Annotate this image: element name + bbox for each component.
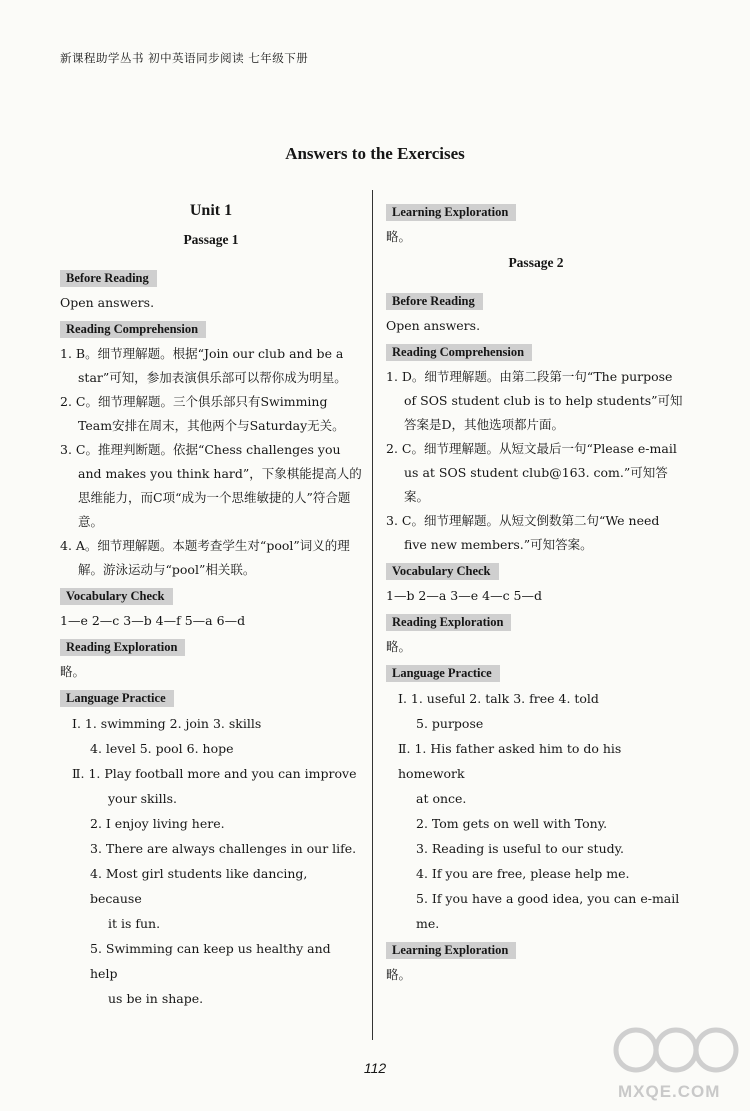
answer-line: 5. Swimming can keep us healthy and help — [90, 941, 331, 981]
answer-text: 略。 — [60, 664, 86, 679]
answer-text: 略。 — [386, 229, 412, 244]
section-language-practice: Language Practice — [60, 690, 174, 707]
answer-line: 5. If you have a good idea, you can e-mail me. — [416, 891, 680, 931]
left-column — [60, 198, 362, 1011]
answer-line: 3. Reading is useful to our study. — [416, 841, 624, 856]
answer-item: 3. C。推理判断题。依据“Chess challenges you and makes you think hard”，下象棋能提高人的思维能力，而C项“成为一个思维敏捷的人”符合题意。 — [60, 442, 362, 529]
answer-line: at once. — [416, 791, 467, 806]
section-learning-exploration: Learning Exploration — [386, 204, 516, 221]
section-vocabulary-check: Vocabulary Check — [60, 588, 173, 605]
answer-text: 略。 — [386, 639, 412, 654]
answer-line: 4. level 5. pool 6. hope — [90, 741, 234, 756]
answer-line: it is fun. — [108, 916, 161, 931]
answer-item: 3. C。细节理解题。从短文倒数第二句“We need five new members.”可知答案。 — [386, 513, 660, 552]
watermark-text: MXQE.COM — [618, 1082, 721, 1101]
unit-title: Unit 1 — [189, 202, 233, 219]
section-reading-comprehension: Reading Comprehension — [60, 321, 206, 338]
answer-line: 4. Most girl students like dancing, because — [90, 866, 308, 906]
answer-line: us be in shape. — [108, 991, 204, 1006]
section-reading-exploration: Reading Exploration — [386, 614, 511, 631]
answer-item: 2. C。细节理解题。从短文最后一句“Please e-mail us at SOS student club@163. com.”可知答案。 — [386, 441, 677, 504]
passage-title: Passage 1 — [183, 232, 239, 247]
section-learning-exploration: Learning Exploration — [386, 942, 516, 959]
answer-line: Ⅰ. 1. swimming 2. join 3. skills — [72, 716, 262, 731]
answer-line: 2. Tom gets on well with Tony. — [416, 816, 608, 831]
passage-title: Passage 2 — [508, 255, 564, 270]
answer-item: 1. D。细节理解题。由第二段第一句“The purpose of SOS student club is to help students”可知答案是D，其他选项都片面。 — [386, 369, 683, 432]
answer-item: 2. C。细节理解题。三个俱乐部只有Swimming Team安排在周末，其他两个与Saturday无关。 — [60, 394, 345, 433]
answer-text: 1—b 2—a 3—e 4—c 5—d — [386, 588, 543, 603]
column-divider — [372, 190, 373, 1040]
answer-item: 1. B。细节理解题。根据“Join our club and be a star”可知，参加表演俱乐部可以帮你成为明星。 — [60, 346, 347, 385]
book-header: 新课程助学丛书 初中英语同步阅读 七年级下册 — [60, 51, 309, 65]
right-column — [386, 198, 686, 987]
answer-line: Ⅱ. 1. Play football more and you can improve — [72, 766, 357, 781]
section-before-reading: Before Reading — [386, 293, 483, 310]
answer-line: 2. I enjoy living here. — [90, 816, 225, 831]
section-language-practice: Language Practice — [386, 665, 500, 682]
answer-line: your skills. — [108, 791, 177, 806]
answer-text: Open answers. — [386, 318, 481, 333]
section-reading-exploration: Reading Exploration — [60, 639, 185, 656]
answer-line: Ⅱ. 1. His father asked him to do his homework — [398, 741, 622, 781]
page-number: 112 — [363, 1060, 387, 1076]
section-reading-comprehension: Reading Comprehension — [386, 344, 532, 361]
answer-item: 4. A。细节理解题。本题考查学生对“pool”词义的理解。游泳运动与“pool”相关联。 — [60, 538, 350, 577]
answer-line: 3. There are always challenges in our life. — [90, 841, 357, 856]
section-vocabulary-check: Vocabulary Check — [386, 563, 499, 580]
answer-line: 4. If you are free, please help me. — [416, 866, 630, 881]
answer-line: Ⅰ. 1. useful 2. talk 3. free 4. told — [398, 691, 599, 706]
page-title: Answers to the Exercises — [285, 144, 465, 163]
section-before-reading: Before Reading — [60, 270, 157, 287]
answer-text: Open answers. — [60, 295, 155, 310]
answer-text: 略。 — [386, 967, 412, 982]
answer-line: 5. purpose — [416, 716, 484, 731]
answer-text: 1—e 2—c 3—b 4—f 5—a 6—d — [60, 613, 246, 628]
